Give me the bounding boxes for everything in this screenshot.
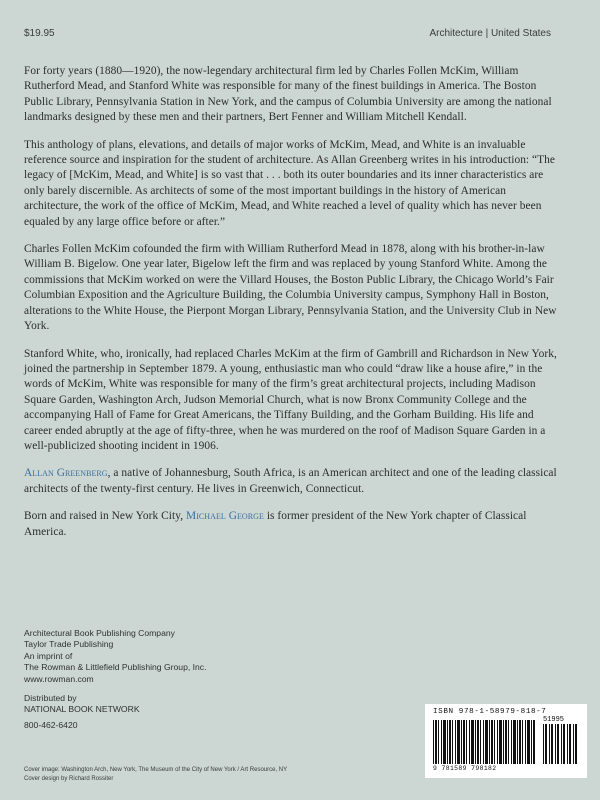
barcode-price-bars — [543, 724, 579, 764]
distributed-by-label: Distributed by — [24, 693, 77, 704]
paragraph-anthology: This anthology of plans, elevations, and details of major works of McKim, Mead, and White is an invaluable reference source and inspiration for the student of architecture. As Allan Greenberg writes in his introduction: “The legacy of [McKim, Mead, and White] is so vast that . . . both its outer boundaries and its inner characteristics are only barely discernible. As architects of some of the most important buildings in the history of American architecture, the work of the office of McKim, Mead, and White reached a level of quality which has never been equaled by any large office before or after.” — [24, 138, 556, 228]
paragraph-mckim: Charles Follen McKim cofounded the firm with William Rutherford Mead in 1878, along with his brother-in-law William B. Bigelow. One year later, Bigelow left the firm and was replaced by young Stanford White. Among the commissions that McKim worked on were the Villard Houses, the Boston Public Library, the Chicago World’s Fair Columbian Exposition and the Agriculture Building, the Columbia University campus, Symphony Hall in Boston, alterations to the White House, the Pierpont Morgan Library, Pennsylvania Station, and the University Club in New York. — [24, 243, 557, 333]
cover-image-credit: Cover image: Washington Arch, New York, The Museum of the City of New York / Art Resource, NY — [24, 767, 288, 773]
publisher-line: Taylor Trade Publishing — [24, 639, 114, 650]
author-name-greenberg: Allan Greenberg — [24, 467, 108, 480]
barcode-price-code: 51995 — [543, 716, 565, 724]
distributor-phone: 800-462-6420 — [24, 719, 78, 730]
barcode-bars — [433, 720, 535, 764]
author-bio-greenberg — [24, 466, 559, 497]
paragraph-white: Stanford White, who, ironically, had replaced Charles McKim at the firm of Gambrill and Richardson in New York, joined the partnership in September 1879. A young, enthusiastic man who could “draw like a house afire,” in the words of McKim, White was responsible for many of the firm’s great architectural projects, including Madison Square Garden, Washington Arch, Judson Memorial Church, what is now Bronx Community College and the accompanying Hall of Fame for Great Americans, the Tiffany Building, and the Gorham Building. His life and career ended abruptly at the age of fifty-three, when he was murdered on the roof of Madison Square Garden in a well-publicized shooting incident in 1906. — [24, 347, 557, 452]
barcode-digits: 9 781589 798182 — [433, 765, 497, 772]
cover-design-credit: Cover design by Richard Rossiter — [24, 775, 114, 782]
author-bio-greenberg-text: , a native of Johannesburg, South Africa, is an American architect and one of the leading classical architects of the twenty-first century. He lives in Greenwich, Connecticut. — [24, 467, 557, 495]
distributor-name: NATIONAL BOOK NETWORK — [24, 704, 140, 715]
cover-credits — [24, 766, 444, 783]
publisher-line: Architectural Book Publishing Company — [24, 628, 175, 638]
book-description — [24, 64, 559, 552]
publisher-website: www.rowman.com — [24, 673, 94, 684]
author-bio-george-pre: Born and raised in New York City, — [24, 510, 187, 523]
price: $19.95 — [24, 28, 55, 39]
publisher-line: An imprint of — [24, 650, 73, 661]
author-name-george: Michael George — [186, 510, 264, 523]
category: Architecture | United States — [429, 28, 551, 39]
publisher-line: The Rowman & Littlefield Publishing Group, Inc. — [24, 662, 207, 673]
publisher-info — [24, 628, 344, 731]
author-bio-george — [24, 509, 559, 540]
isbn-barcode — [425, 704, 587, 778]
author-bio-george-text: is former president of the New York chapter of Classical America. — [24, 510, 527, 538]
isbn-number: ISBN 978-1-58979-818-7 — [433, 708, 547, 716]
paragraph-intro: For forty years (1880—1920), the now-legendary architectural firm led by Charles Follen McKim, William Rutherford Mead, and Stanford White was responsible for many of the finest buildings in America. The Boston Public Library, Pennsylvania Station in New York, and the campus of Columbia University are among the national landmarks designed by these men and their partners, Bert Fenner and William Mitchell Kendall. — [24, 65, 552, 124]
